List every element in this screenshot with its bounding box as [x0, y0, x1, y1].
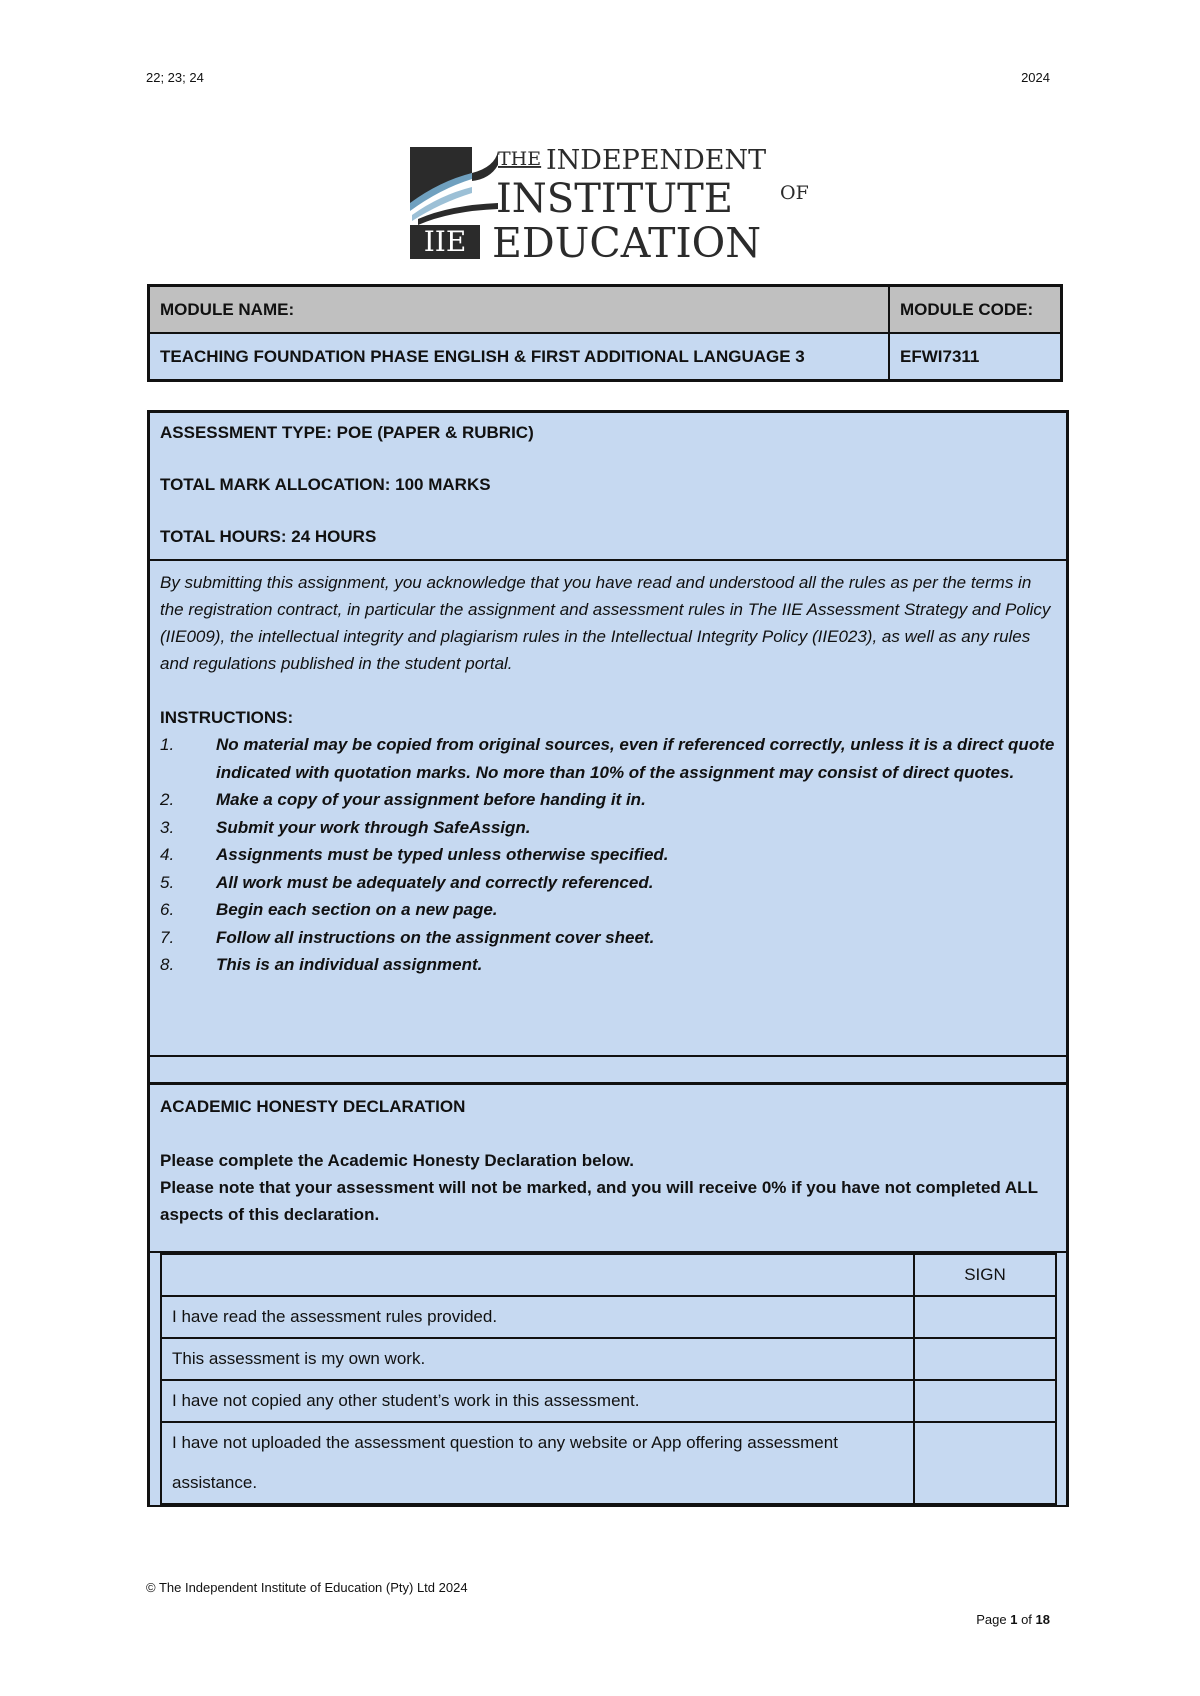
spacer-row: [150, 1057, 1066, 1085]
module-name-label: MODULE NAME:: [149, 286, 890, 334]
list-item: 3. Submit your work through SafeAssign.: [160, 817, 531, 837]
honesty-line-2: Please note that your assessment will not be marked, and you will receive 0% if you have not completed ALL aspects of this declaration.: [160, 1178, 1038, 1224]
total-hours: TOTAL HOURS: 24 HOURS: [160, 527, 377, 546]
honesty-intro: [150, 1085, 1066, 1253]
module-name-value: TEACHING FOUNDATION PHASE ENGLISH & FIRST ADDITIONAL LANGUAGE 3: [149, 333, 890, 381]
table-row: I have read the assessment rules provided.: [161, 1296, 1056, 1338]
assessment-box: [147, 410, 1069, 1507]
table-row: This assessment is my own work.: [161, 1338, 1056, 1380]
list-item: 7. Follow all instructions on the assignment cover sheet.: [160, 927, 655, 947]
iie-logo: [410, 145, 825, 260]
logo-the-text: THE: [498, 148, 542, 170]
list-item: 4. Assignments must be typed unless otherwise specified.: [160, 845, 669, 864]
declaration-header-blank: [161, 1254, 914, 1296]
assessment-type: ASSESSMENT TYPE: POE (PAPER & RUBRIC): [160, 423, 534, 442]
instructions-title: INSTRUCTIONS:: [160, 708, 294, 727]
table-row: I have not uploaded the assessment question to any website or App offering assessment assistance.: [161, 1422, 1056, 1504]
page-number: Page 1 of 18: [976, 1612, 1050, 1627]
list-item: 5. All work must be adequately and correctly referenced.: [160, 872, 654, 892]
logo-of-text: OF: [780, 182, 809, 204]
module-table: [147, 284, 1063, 382]
module-code-label: MODULE CODE:: [889, 286, 1062, 334]
sign-cell[interactable]: [914, 1296, 1056, 1338]
logo-iie-text: IIE: [423, 225, 467, 258]
logo-institute-text: INSTITUTE: [496, 176, 733, 222]
rules-section: [150, 561, 1066, 1057]
table-row: I have not copied any other student’s work in this assessment.: [161, 1380, 1056, 1422]
assessment-summary: [150, 413, 1066, 561]
header-left: 22; 23; 24: [146, 70, 204, 85]
module-code-value: EFWI7311: [889, 333, 1062, 381]
logo-education-text: EDUCATION: [492, 219, 762, 260]
list-item: 8. This is an individual assignment.: [160, 955, 483, 974]
acknowledgement-text: By submitting this assignment, you acknowledge that you have read and understood all the rules as per the terms in the registration contract, in particular the assignment and assessment rules in The IIE Assessment Strategy and Policy (IIE009), the intellectual integrity and plagiarism rules in the Intellectual Integrity Policy (IIE023), as well as any rules and regulations published in the student portal.: [160, 573, 1051, 673]
declaration-table: [160, 1253, 1057, 1505]
declaration-section: [150, 1253, 1066, 1505]
honesty-title: ACADEMIC HONESTY DECLARATION: [160, 1097, 466, 1116]
instructions-list: [160, 731, 1056, 979]
header-right: 2024: [1021, 70, 1050, 85]
total-marks: TOTAL MARK ALLOCATION: 100 MARKS: [160, 475, 491, 494]
list-item: 6. Begin each section on a new page.: [160, 900, 498, 919]
copyright-footer: © The Independent Institute of Education (Pty) Ltd 2024: [146, 1580, 468, 1595]
sign-header: SIGN: [914, 1254, 1056, 1296]
list-item: 2. Make a copy of your assignment before handing it in.: [160, 790, 646, 809]
sign-cell[interactable]: [914, 1422, 1056, 1504]
logo-independent-text: INDEPENDENT: [546, 145, 767, 176]
sign-cell[interactable]: [914, 1380, 1056, 1422]
list-item: 1. No material may be copied from original sources, even if referenced correctly, unless it is a direct quote indicated with quotation marks. No more than 10% of the assignment may consist of direct quotes.: [160, 735, 1055, 782]
sign-cell[interactable]: [914, 1338, 1056, 1380]
honesty-line-1: Please complete the Academic Honesty Declaration below.: [160, 1151, 634, 1170]
